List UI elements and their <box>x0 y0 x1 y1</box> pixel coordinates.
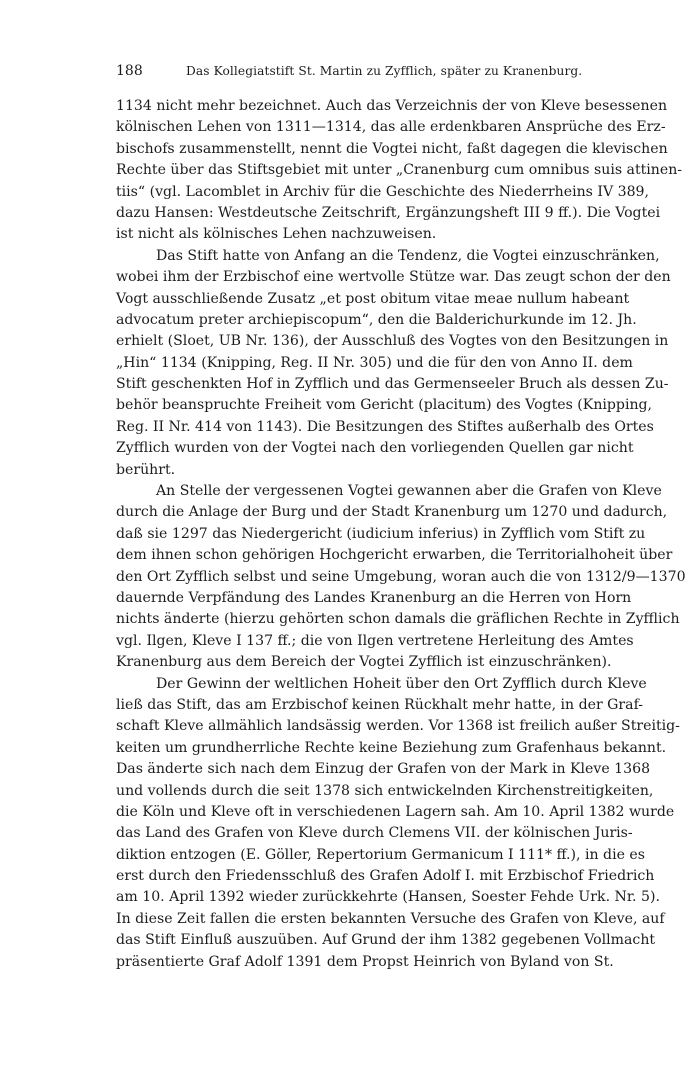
text-line: An Stelle der vergessenen Vogtei gewannen aber die Grafen von Kleve <box>156 483 662 500</box>
body-text <box>116 96 686 973</box>
text-line: am 10. April 1392 wieder zurückkehrte (Hansen, Soester Fehde Urk. Nr. 5). <box>116 889 660 906</box>
text-line: erst durch den Friedensschluß des Grafen Adolf I. mit Erzbischof Friedrich <box>116 868 655 885</box>
text-line: behör beanspruchte Freiheit vom Gericht (placitum) des Vogtes (Knipping, <box>116 397 653 414</box>
paragraph <box>116 96 683 246</box>
text-line: durch die Anlage der Burg und der Stadt Kranenburg um 1270 und dadurch, <box>116 504 668 521</box>
text-line: den Ort Zyfflich selbst und seine Umgebung, woran auch die von 1312/9—1370 <box>116 568 686 585</box>
text-line: „Hin“ 1134 (Knipping, Reg. II Nr. 305) und die für den von Anno II. dem <box>116 354 633 371</box>
text-line: Reg. II Nr. 414 von 1143). Die Besitzungen des Stiftes außerhalb des Ortes <box>116 418 654 435</box>
text-line: ist nicht als kölnisches Lehen nachzuweisen. <box>116 226 437 243</box>
text-line: die Köln und Kleve oft in verschiedenen Lagern sah. Am 10. April 1382 wurde <box>116 803 675 820</box>
text-line: schaft Kleve allmählich landsässig werden. Vor 1368 ist freilich außer Streitig- <box>116 718 680 735</box>
page-number: 188 <box>116 63 143 79</box>
text-line: Vogt ausschließende Zusatz „et post obitum vitae meae nullum habeant <box>116 290 630 307</box>
text-line: Rechte über das Stiftsgebiet mit unter „Cranenburg cum omnibus suis attinen- <box>116 162 683 179</box>
paragraph <box>116 246 671 481</box>
text-line: daß sie 1297 das Niedergericht (iudicium inferius) in Zyfflich vom Stift zu <box>116 525 646 542</box>
text-line: und vollends durch die seit 1378 sich entwickelnden Kirchenstreitigkeiten, <box>116 782 654 799</box>
text-line: das Stift Einfluß auszuüben. Auf Grund der ihm 1382 gegebenen Vollmacht <box>116 932 656 949</box>
text-line: berührt. <box>116 461 176 478</box>
text-line: dazu Hansen: Westdeutsche Zeitschrift, Ergänzungsheft III 9 ff.). Die Vogtei <box>116 204 661 221</box>
text-line: In diese Zeit fallen die ersten bekannten Versuche des Grafen von Kleve, auf <box>116 910 665 927</box>
paragraph <box>116 674 680 973</box>
text-line: keiten um grundherrliche Rechte keine Beziehung zum Grafenhaus bekannt. <box>116 739 667 756</box>
text-line: wobei ihm der Erzbischof eine wertvolle Stütze war. Das zeugt schon der den <box>116 269 671 286</box>
running-title: Das Kollegiatstift St. Martin zu Zyfflich, später zu Kranenburg. <box>186 64 583 78</box>
page-header <box>116 60 583 82</box>
text-line: vgl. Ilgen, Kleve I 137 ff.; die von Ilgen vertretene Herleitung des Amtes <box>116 632 634 649</box>
text-line: Kranenburg aus dem Bereich der Vogtei Zyfflich ist einzuschränken). <box>116 654 612 671</box>
text-line: advocatum preter archiepiscopum“, den die Balderichurkunde im 12. Jh. <box>116 311 637 328</box>
text-line: ließ das Stift, das am Erzbischof keinen Rückhalt mehr hatte, in der Graf- <box>116 696 644 713</box>
text-line: Stift geschenkten Hof in Zyfflich und das Germenseeler Bruch als dessen Zu- <box>116 376 669 393</box>
text-line: dauernde Verpfändung des Landes Kranenburg an die Herren von Horn <box>116 589 632 606</box>
text-line: Das änderte sich nach dem Einzug der Grafen von der Mark in Kleve 1368 <box>116 761 651 778</box>
text-line: bischofs zusammenstellt, nennt die Vogtei nicht, faßt dagegen die klevischen <box>116 140 668 157</box>
text-line: das Land des Grafen von Kleve durch Clemens VII. der kölnischen Juris- <box>116 825 633 842</box>
paragraph <box>116 481 686 674</box>
text-line: Zyfflich wurden von der Vogtei nach den vorliegenden Quellen gar nicht <box>116 440 634 457</box>
text-line: erhielt (Sloet, UB Nr. 136), der Ausschluß des Vogtes von den Besitzungen in <box>116 333 669 350</box>
text-line: Das Stift hatte von Anfang an die Tendenz, die Vogtei einzuschränken, <box>156 247 660 264</box>
text-line: dem ihnen schon gehörigen Hochgericht erwarben, die Territorialhoheit über <box>116 547 673 564</box>
text-line: präsentierte Graf Adolf 1391 dem Propst Heinrich von Byland von St. <box>116 953 614 970</box>
text-line: kölnischen Lehen von 1311—1314, das alle erdenkbaren Ansprüche des Erz- <box>116 119 666 136</box>
text-line: diktion entzogen (E. Göller, Repertorium Germanicum I 111* ff.), in die es <box>116 846 645 863</box>
text-line: tiis“ (vgl. Lacomblet in Archiv für die Geschichte des Niederrheins IV 389, <box>116 183 650 200</box>
text-line: 1134 nicht mehr bezeichnet. Auch das Verzeichnis der von Kleve besessenen <box>116 98 668 114</box>
text-line: nichts änderte (hierzu gehörten schon damals die gräflichen Rechte in Zyfflich <box>116 611 680 628</box>
text-line: Der Gewinn der weltlichen Hoheit über den Ort Zyfflich durch Kleve <box>156 675 647 692</box>
